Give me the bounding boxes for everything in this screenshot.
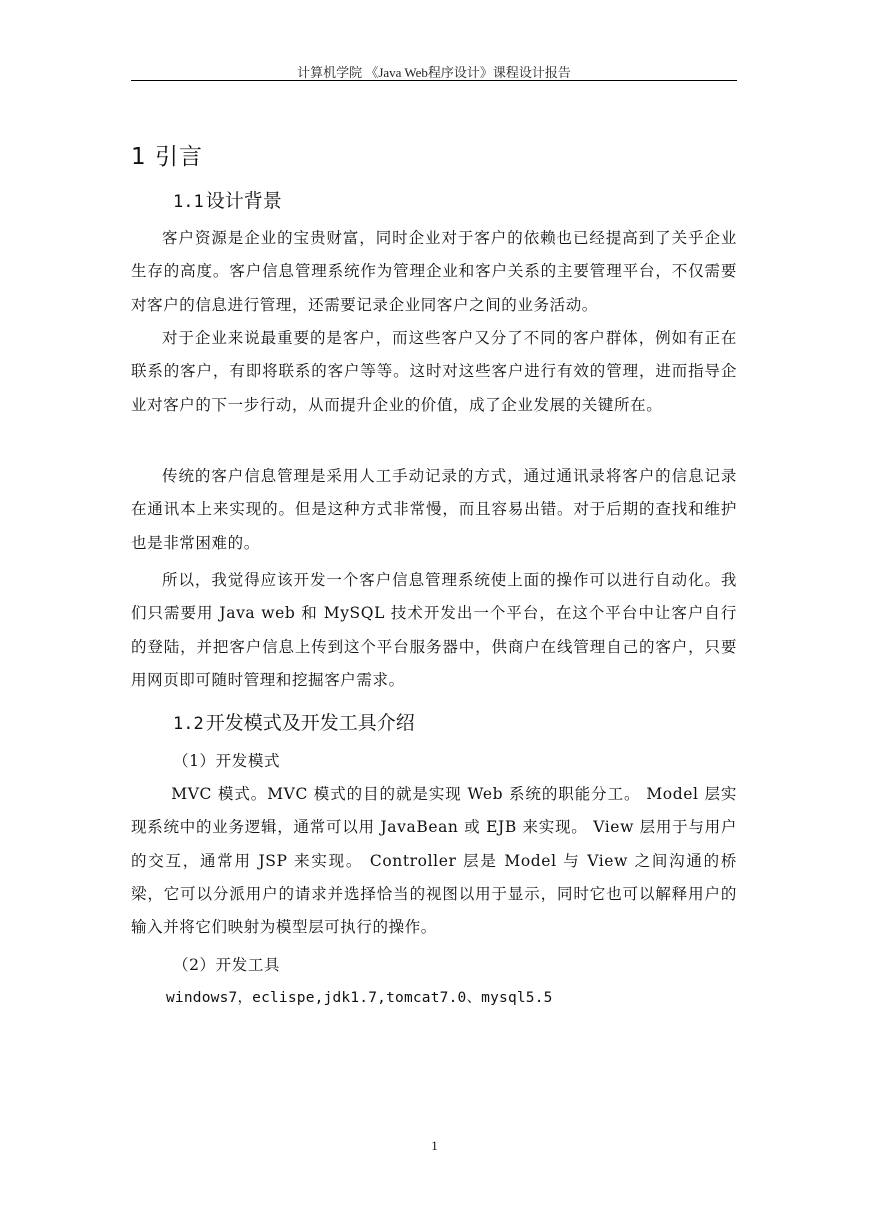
section-number: 1.2 [173, 714, 204, 734]
chapter-title: 1 引言 [131, 144, 203, 170]
section-heading-1-2 [173, 708, 415, 735]
tools-list: windows7，eclispe,jdk1.7,tomcat7.0、mysql5.5 [166, 990, 553, 1006]
running-header: 计算机学院 《Java Web程序设计》课程设计报告 [297, 65, 571, 80]
section-title-text: 设计背景 [205, 190, 282, 212]
paragraph: 传统的客户信息管理是采用人工手动记录的方式，通过通讯录将客户的信息记录在通讯本上来实现的。但是这种方式非常慢，而且容易出错。对于后期的查找和维护也是非常困难的。 [131, 467, 737, 552]
subheading-dev-mode: （1）开发模式 [173, 752, 281, 770]
section-number: 1.1 [173, 192, 204, 212]
paragraph-mvc: MVC 模式。MVC 模式的目的就是实现 Web 系统的职能分工。 Model 层实现系统中的业务逻辑，通常可以用 JavaBean 或 EJB 来实现。 View 层用于与用户的交互，通常用 JSP 来实现。 Controller 层是 Model 与 View 之间沟通的桥梁，它可以分派用户的请求并选择恰当的视图以用于显示，同时它也可以解释用户的输入并将它们映射为模型层可执行的操作。 [131, 785, 737, 937]
section-heading-1-1 [173, 186, 282, 213]
header-rule [131, 80, 737, 81]
paragraph: 对于企业来说最重要的是客户，而这些客户又分了不同的客户群体，例如有正在联系的客户，有即将联系的客户等等。这时对这些客户进行有效的管理，进而指导企业对客户的下一步行动，从而提升企业的价值，成了企业发展的关键所在。 [131, 329, 737, 414]
subheading-dev-tools: （2）开发工具 [173, 956, 281, 974]
section-title-text: 开发模式及开发工具介绍 [205, 712, 415, 734]
paragraph: 所以，我觉得应该开发一个客户信息管理系统使上面的操作可以进行自动化。我们只需要用 Java web 和 MySQL 技术开发出一个平台，在这个平台中让客户自行的登陆，并把客户信息上传到这个平台服务器中，供商户在线管理自己的客户，只要用网页即可随时管理和挖掘客户需求。 [131, 571, 737, 689]
paragraph: 客户资源是企业的宝贵财富，同时企业对于客户的依赖也已经提高到了关乎企业生存的高度。客户信息管理系统作为管理企业和客户关系的主要管理平台，不仅需要对客户的信息进行管理，还需要记录企业同客户之间的业务活动。 [131, 229, 737, 314]
page-number: 1 [431, 1138, 438, 1153]
